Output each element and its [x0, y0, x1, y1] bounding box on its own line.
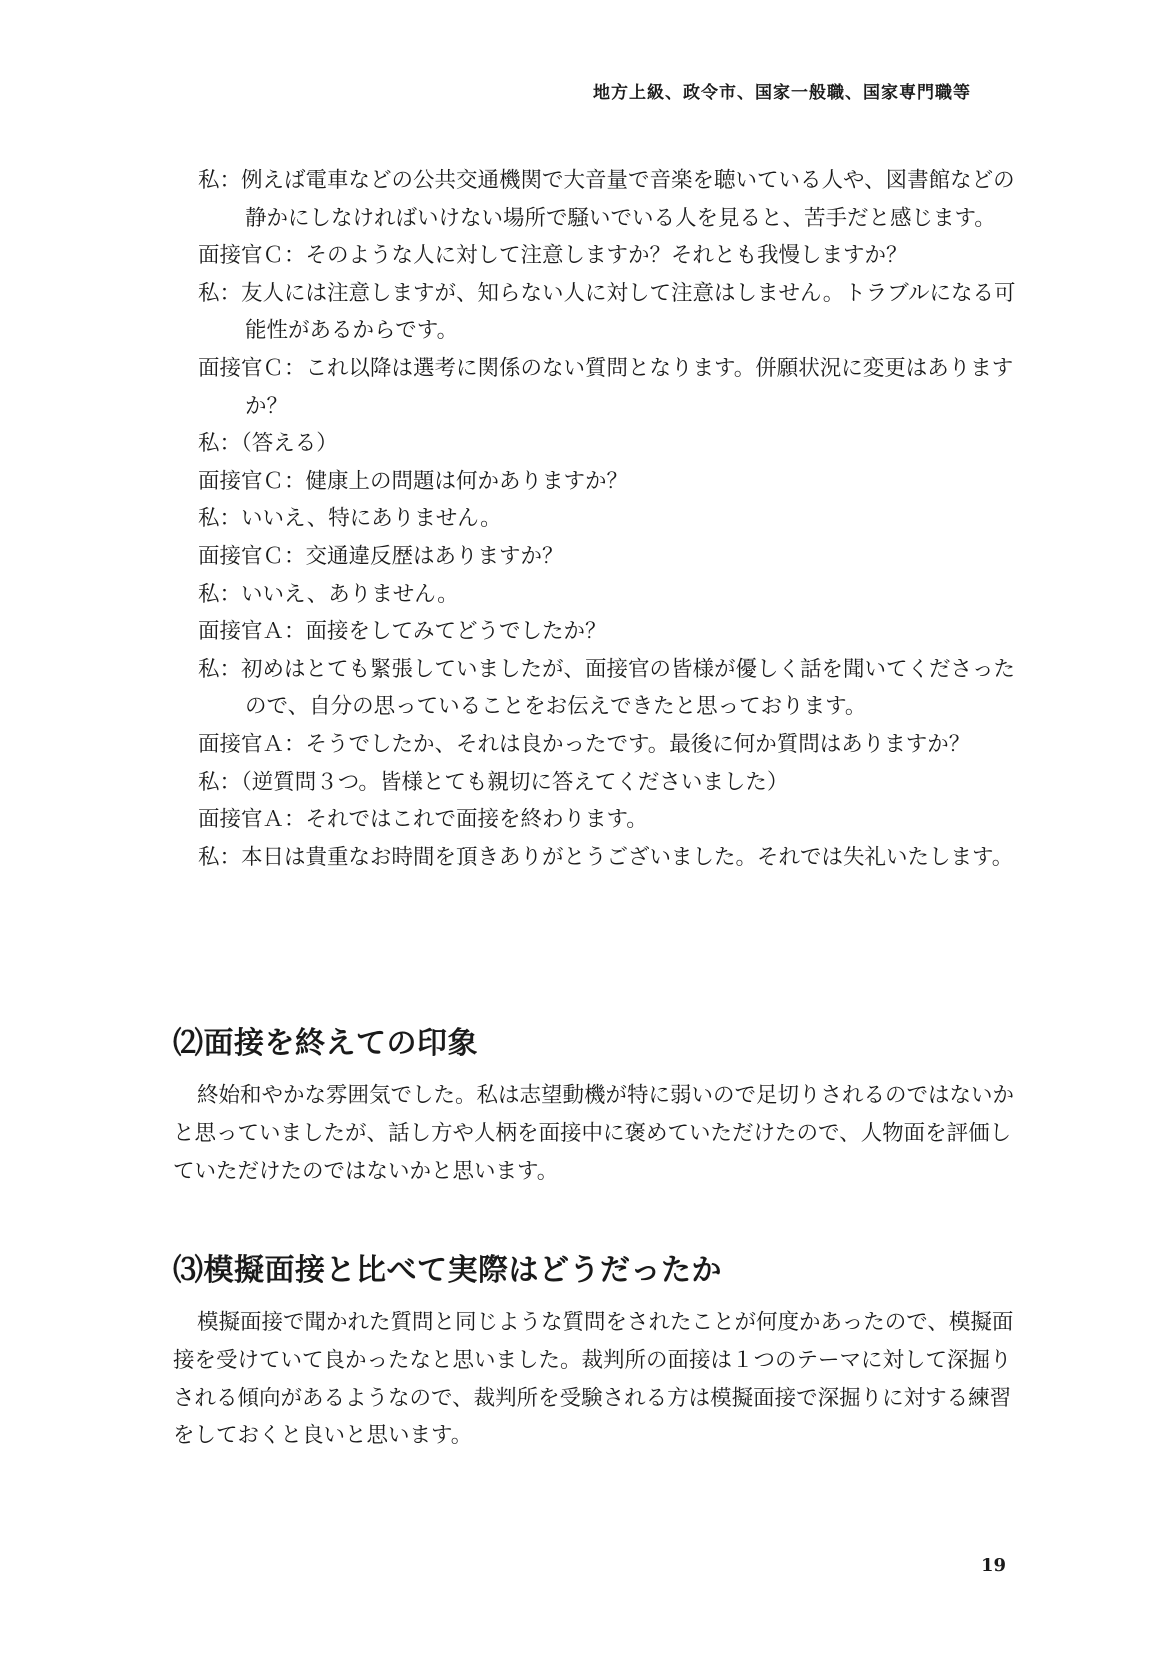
dialogue-speaker: 私：	[198, 656, 242, 682]
dialogue-speaker: 私：	[198, 581, 242, 607]
dialogue-speaker: 面接官Ａ：	[198, 807, 306, 833]
dialogue-text: 例えば電車などの公共交通機関で大音量で音楽を聴いている人や、図書館などの静かにしなければいけない場所で騒いでいる人を見ると、苦手だと感じます。	[241, 168, 1015, 231]
dialogue-line	[198, 726, 1018, 764]
dialogue-speaker: 私：	[198, 431, 242, 457]
dialogue-speaker: 面接官Ｃ：	[198, 543, 306, 569]
running-header: 地方上級、政令市、国家一般職、国家専門職等	[593, 83, 971, 103]
section-3-paragraph: 模擬面接で聞かれた質問と同じような質問をされたことが何度かあったので、模擬面接を受けていて良かったなと思いました。裁判所の面接は１つのテーマに対して深掘りされる傾向があるようなので、裁判所を受験される方は模擬面接で深掘りに対する練習をしておくと良いと思います。	[173, 1310, 1014, 1449]
dialogue-line	[198, 463, 1018, 501]
dialogue-text: そのような人に対して注意しますか？それとも我慢しますか？	[305, 243, 908, 269]
dialogue-line	[198, 275, 1018, 350]
dialogue-line	[198, 801, 1018, 839]
section-3-heading: ⑶模擬面接と比べて実際はどうだったか	[173, 1253, 722, 1288]
dialogue-text: 友人には注意しますが、知らない人に対して注意はしません。トラブルになる可能性があるからです。	[241, 280, 1016, 344]
dialogue-text: それではこれで面接を終わります。	[305, 807, 648, 833]
dialogue-speaker: 面接官Ｃ：	[198, 468, 306, 494]
dialogue-text: 面接をしてみてどうでしたか？	[305, 619, 607, 645]
dialogue-line	[198, 500, 1018, 538]
dialogue-speaker: 面接官Ｃ：	[198, 243, 306, 269]
dialogue-speaker: 私：	[198, 844, 242, 870]
dialogue-line	[198, 613, 1018, 651]
dialogue-speaker: 私：	[198, 769, 242, 795]
dialogue-text: （答える）	[241, 431, 338, 457]
dialogue-text: 本日は貴重なお時間を頂きありがとうございました。それでは失礼いたします。	[241, 844, 1014, 870]
dialogue-text: （逆質問３つ。皆様とても親切に答えてくださいました）	[241, 769, 789, 795]
dialogue-text: いいえ、特にありません。	[241, 506, 502, 532]
dialogue-line	[198, 162, 1018, 237]
dialogue-line	[198, 576, 1018, 614]
dialogue-line	[198, 425, 1018, 463]
section-2-paragraph: 終始和やかな雰囲気でした。私は志望動機が特に弱いので足切りされるのではないかと思っていましたが、話し方や人柄を面接中に褒めていただけたので、人物面を評価していただけたのではないかと思います。	[173, 1083, 1015, 1184]
dialogue-line	[198, 538, 1018, 576]
dialogue-text: 交通違反歴はありますか？	[305, 543, 564, 569]
dialogue-line	[198, 350, 1018, 425]
dialogue-text: いいえ、ありません。	[241, 581, 459, 607]
interview-dialogue	[198, 162, 1018, 876]
dialogue-line	[198, 764, 1018, 802]
dialogue-line	[198, 237, 1018, 275]
dialogue-speaker: 私：	[198, 280, 242, 306]
dialogue-speaker: 私：	[198, 168, 242, 193]
dialogue-text: そうでしたか、それは良かったです。最後に何か質問はありますか？	[305, 731, 971, 757]
dialogue-speaker: 面接官Ｃ：	[198, 355, 306, 381]
dialogue-speaker: 面接官Ａ：	[198, 731, 306, 757]
dialogue-line	[198, 651, 1018, 726]
page-number: 19	[980, 1555, 1006, 1576]
dialogue-speaker: 面接官Ａ：	[198, 619, 306, 645]
dialogue-text: これ以降は選考に関係のない質問となります。併願状況に変更はありますか？	[245, 355, 1014, 419]
section-2-heading: ⑵面接を終えての印象	[173, 1026, 478, 1061]
dialogue-speaker: 私：	[198, 506, 242, 532]
dialogue-text: 健康上の問題は何かありますか？	[305, 468, 629, 494]
dialogue-line	[198, 839, 1018, 877]
dialogue-text: 初めはとても緊張していましたが、面接官の皆様が優しく話を聞いてくださったので、自分の思っていることをお伝えできたと思っております。	[241, 656, 1016, 720]
